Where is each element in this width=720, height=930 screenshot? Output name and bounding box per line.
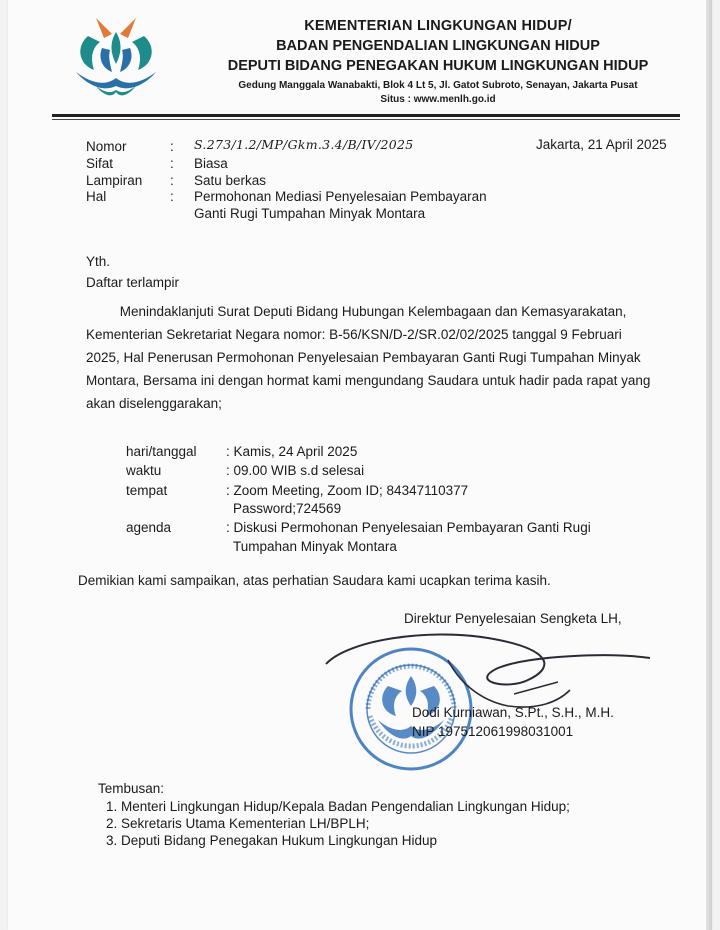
recipient: Daftar terlampir [86,275,180,290]
signatory-title: Direktur Penyelesaian Sengketa LH, [404,611,622,626]
tembusan-item: 2. Sekretaris Utama Kementerian LH/BPLH; [106,816,370,831]
ministry-name: KEMENTERIAN LINGKUNGAN HIDUP/ [304,18,572,34]
time-value: : 09.00 WIB s.d selesai [226,463,365,478]
body-line: akan diselenggarakan; [86,396,222,411]
ministry-logo-icon [66,12,166,100]
tembusan-item: 1. Menteri Lingkungan Hidup/Kepala Badan Pengendalian Lingkungan Hidup; [106,799,570,814]
letterhead-divider-thin [52,119,680,120]
letterhead [188,16,688,107]
agenda-label: agenda [126,520,172,535]
hal-label: Hal [86,189,107,204]
hal-value-line2: Ganti Rugi Tumpahan Minyak Montara [194,206,426,221]
sifat-colon: : [170,156,174,171]
signatory-name: Dodi Kurniawan, S.Pt., S.H., M.H. [412,705,614,720]
nomor-colon: : [170,139,174,154]
letterhead-divider [52,114,680,117]
zoom-password: Password;724569 [233,501,342,516]
place-label: tempat [126,483,168,498]
office-address: Gedung Manggala Wanabakti, Blok 4 Lt 5, Jl. Gatot Subroto, Senayan, Jakarta Pusat [238,80,638,91]
tembusan-item: 3. Deputi Bidang Penegakan Hukum Lingkungan Hidup [106,833,437,848]
nomor-value: S.273/1.2/MP/Gkm.3.4/B/IV/2025 [194,137,414,152]
time-label: waktu [126,463,162,478]
nomor-label: Nomor [86,139,127,154]
salutation: Yth. [86,254,111,269]
sifat-label: Sifat [86,156,114,171]
place-value: : Zoom Meeting, Zoom ID; 84347110377 [226,483,469,498]
hal-value-line1: Permohonan Mediasi Penyelesaian Pembayaran [194,189,487,204]
website: Situs : www.menlh.go.id [380,94,496,105]
lampiran-value: Satu berkas [194,173,267,188]
agency-name: BADAN PENGENDALIAN LINGKUNGAN HIDUP [276,38,600,54]
sifat-value: Biasa [194,156,228,171]
body-line: Kementerian Sekretariat Negara nomor: B-56/KSN/D-2/SR.02/02/2025 tanggal 9 Februari [86,327,622,342]
day-value: : Kamis, 24 April 2025 [226,444,358,459]
body-paragraph [86,300,676,415]
signatory-nip: NIP 197512061998031001 [412,724,574,739]
letter-date: Jakarta, 21 April 2025 [536,137,667,152]
letter-page [8,0,712,930]
closing-sentence: Demikian kami sampaikan, atas perhatian Saudara kami ucapkan terima kasih. [78,573,551,588]
day-label: hari/tanggal [126,444,197,459]
body-line: 2025, Hal Penerusan Permohonan Penyelesaian Pembayaran Ganti Rugi Tumpahan Minyak [86,350,641,365]
hal-colon: : [170,189,174,204]
agenda-value: : Diskusi Permohonan Penyelesaian Pembayaran Ganti Rugi [226,520,591,535]
page-edge-shadow [706,0,712,930]
deputy-name: DEPUTI BIDANG PENEGAKAN HUKUM LINGKUNGAN HIDUP [227,58,649,74]
body-line: Menindaklanjuti Surat Deputi Bidang Hubungan Kelembagaan dan Kemasyarakatan, [86,304,627,319]
lampiran-label: Lampiran [86,173,143,188]
body-line: Montara, Bersama ini dengan hormat kami mengundang Saudara untuk hadir pada rapat yang [86,373,651,388]
agenda-value-line2: Tumpahan Minyak Montara [233,539,397,554]
lampiran-colon: : [170,173,174,188]
tembusan-heading: Tembusan: [98,781,165,796]
